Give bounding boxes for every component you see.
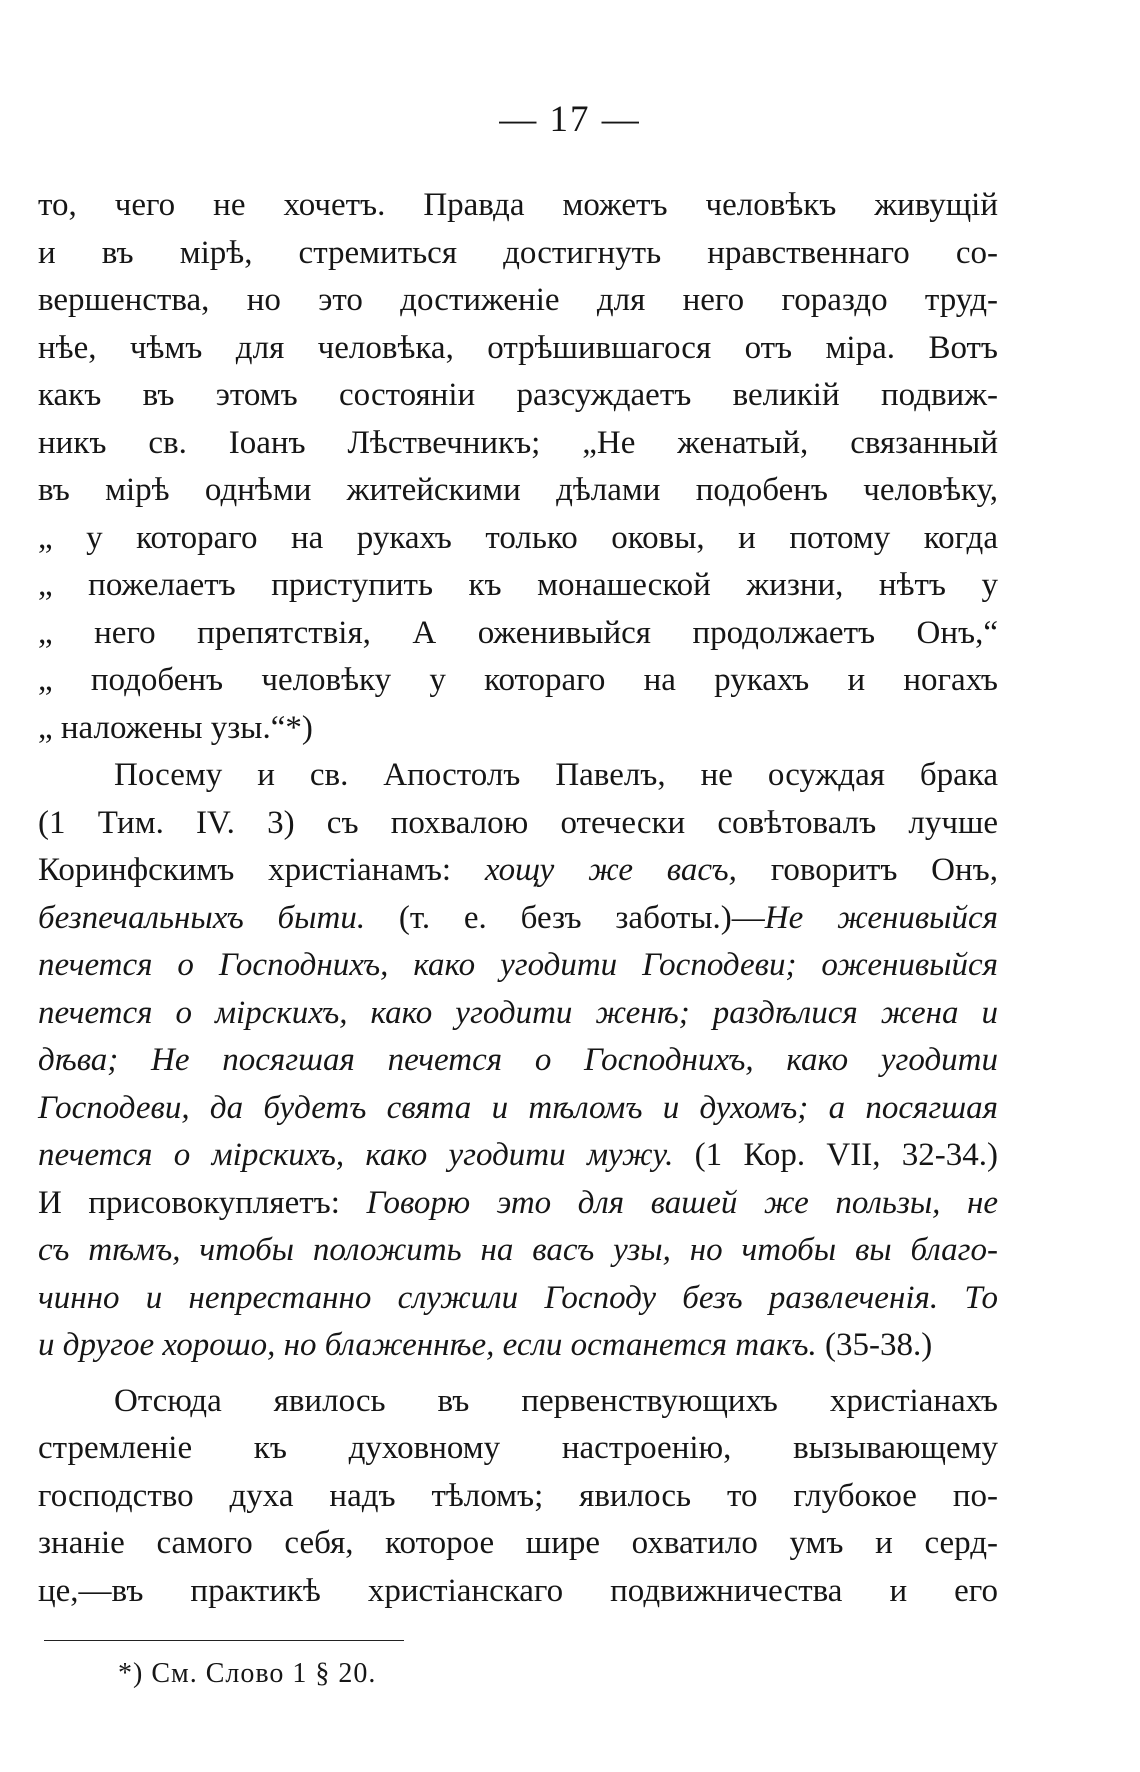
text-run: говоритъ Онъ, [736,852,998,888]
text-run: Посему и св. Апостолъ Павелъ, не осуждая брака [114,757,998,793]
text-line [38,1180,998,1228]
text-line [38,990,998,1038]
text-run: це,—въ практикѣ христіанскаго подвижничества и его [38,1572,998,1609]
italic-text: печется о мірскихъ, како угодити женѣ; раздѣлися жена и [38,994,998,1031]
text-line [38,182,998,230]
italic-text: Говорю это для вашей же пользы, не [366,1184,998,1221]
text-line [38,1322,998,1370]
text-run: какъ въ этомъ состояніи разсуждаетъ великій подвиж- [38,377,998,413]
text-line [38,1568,998,1616]
text-run: Коринфскимъ христіанамъ: [38,852,485,888]
footnote: *) См. Слово 1 § 20. [118,1658,377,1689]
text-run: нѣе, чѣмъ для человѣка, отрѣшившагося отъ міра. Вотъ [38,329,998,366]
text-run: вершенства, но это достиженіе для него гораздо труд- [38,282,998,318]
text-run: господство духа надъ тѣломъ; явилось то глубокое по- [38,1477,998,1514]
text-run: (1 Тим. IV. 3) съ похвалою отечески совѣтовалъ лучше [38,804,998,841]
italic-text: печется о Господнихъ, како угодити Господеви; оженивыйся [38,947,998,983]
text-run: „ пожелаетъ приступить къ монашеской жизни, нѣтъ у [38,567,998,603]
text-run: и въ мірѣ, стремиться достигнуть нравственнаго со- [38,234,998,271]
text-line [38,705,998,753]
text-run: (1 Кор. VII, 32-34.) [673,1137,998,1173]
italic-text: съ тѣмъ, чтобы положить на васъ узы, но чтобы вы благо- [38,1232,998,1268]
text-line [38,1085,998,1133]
text-line [38,325,998,373]
text-line [38,515,998,563]
text-line [38,277,998,325]
text-line [38,610,998,658]
text-line [38,800,998,848]
footnote-divider [44,1640,404,1641]
text-line [38,942,998,990]
page-number: — 17 — [499,99,641,140]
italic-text: хощу же васъ, [484,852,737,888]
text-line [38,1227,998,1275]
text-line [38,420,998,468]
text-line [38,1520,998,1568]
text-line [38,1037,998,1085]
text-line [38,1275,998,1323]
paragraph-gap [38,1370,998,1378]
text-line [38,230,998,278]
text-line [38,562,998,610]
italic-text: чинно и непрестанно служили Господу безъ развлеченія. То [38,1279,998,1316]
italic-text: дѣва; Не посягшая печется о Господнихъ, како угодити [38,1042,998,1078]
text-line [38,372,998,420]
text-run: (35-38.) [816,1327,933,1363]
text-line [38,1132,998,1180]
text-run: въ мірѣ однѣми житейскими дѣлами подобенъ человѣку, [38,472,998,508]
italic-text: Господеви, да будетъ свята и тѣломъ и духомъ; а посягшая [38,1089,998,1126]
text-run: „ него препятствія, А оженивыйся продолжаетъ Онъ,“ [38,614,998,651]
text-run: никъ св. Іоанъ Лѣствечникъ; „Не женатый, связанный [38,424,998,461]
text-run: (т. е. безъ заботы.)— [365,899,765,936]
text-line [38,895,998,943]
text-run: стремленіе къ духовному настроенію, вызывающему [38,1430,998,1466]
text-run: „ у котораго на рукахъ только оковы, и потому когда [38,519,998,556]
italic-text: и другое хорошо, но блаженнѣе, если останется такъ. [38,1327,817,1363]
text-line [38,467,998,515]
italic-text: Не женивыйся [764,899,999,936]
text-line [38,657,998,705]
italic-text: печется о мірскихъ, како угодити мужу. [38,1137,674,1173]
text-run: И присовокупляетъ: [38,1184,367,1221]
text-run: Отсюда явилось въ первенствующихъ христіанахъ [114,1382,998,1419]
text-line [38,1378,998,1426]
text-line [38,1425,998,1473]
text-run: „ наложены узы.“*) [38,709,313,746]
text-run: знаніе самого себя, которое шире охватило умъ и серд- [38,1525,998,1561]
body-text [38,182,998,1615]
text-run: то, чего не хочетъ. Правда можетъ человѣкъ живущій [38,187,998,223]
text-run: „ подобенъ человѣку у котораго на рукахъ и ногахъ [38,662,998,698]
text-line [38,752,998,800]
text-line [38,847,998,895]
italic-text: безпечальныхъ быти. [38,899,366,936]
text-line [38,1473,998,1521]
